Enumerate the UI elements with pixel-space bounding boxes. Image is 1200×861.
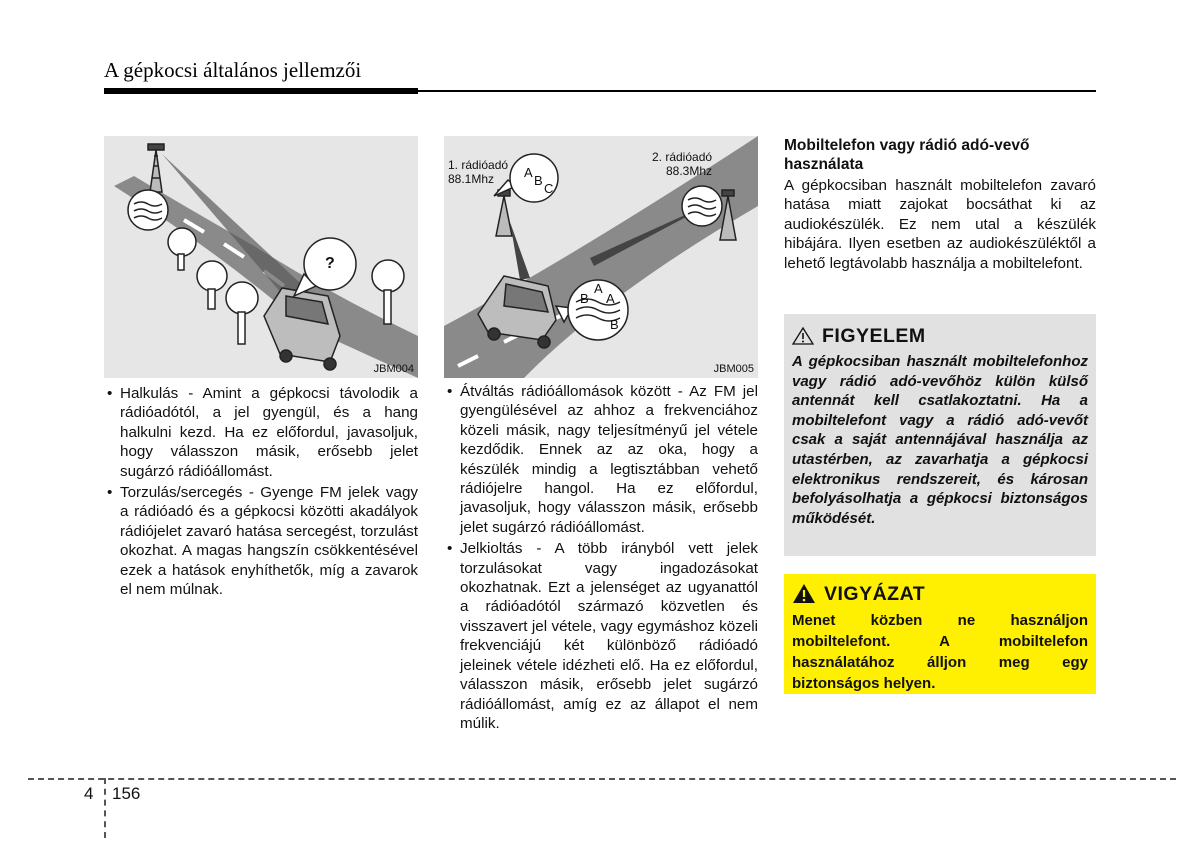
warning-filled-icon: [792, 583, 816, 605]
caution-title: VIGYÁZAT: [824, 582, 926, 605]
station-1-frequency: 88.1Mhz: [448, 172, 495, 186]
figure-signal-fading: [104, 136, 418, 378]
car-bubble-letter-4: B: [610, 317, 619, 332]
sound-wave-icon: [128, 190, 168, 230]
car-icon: [264, 288, 340, 370]
page-header-title: A gépkocsi általános jellemzői: [104, 58, 362, 82]
radio-tower-1-icon: [496, 190, 512, 236]
car-bubble-letter-3: A: [606, 291, 615, 306]
column-1-text: [104, 384, 418, 601]
notice-title: FIGYELEM: [822, 324, 926, 347]
signal-beam-1: [510, 222, 530, 280]
station-2-name: 2. rádióadó: [652, 150, 713, 164]
caution-box-vigyazat: [784, 574, 1096, 694]
car-bubble-letter-2: A: [594, 281, 603, 296]
notice-body: A gépkocsiban használt mobiltelefonhoz vagy rádió adó-vevőhöz külön külső antennát kell csatlakoztatni. Ha a mobiltelefont vagy a rádió adó-vevőt csak a saját antennájával használja az utastérben, az zavarhatja a gépkocsi elektronikus rendszereit, és károsan befolyásolhatja a gépkocsi biztonságos működését.: [792, 353, 1088, 527]
header-rule-thin: [418, 90, 1096, 92]
bullet-multipath: • Jelkioltás - A több irányból vett jelek torzulásokat vagy ingadozásokat okozhatnak. Ezt a jelenséget az ugyanattól a rádióadótól származó közvetlen és visszavert jel vétele, vagy egymáshoz közeli frekvenciájú két különböző rádióadó jeleinek vétele idézheti elő. Ha ez előfordul, válasszon másik, erősebb jelet sugárzó rádióállomást, amíg ez az állapot el nem múlik.: [444, 539, 758, 733]
section-body-mobile: A gépkocsiban használt mobiltelefon zavaró hatása miatt zajokat bocsáthat ki az audiokészülék. Ez nem utal a készülék hibájára. Ilyen esetben az audiokészüléktől a lehető legtávolabb használja a mobiltelefont.: [784, 177, 1096, 272]
radio-tower-icon: [148, 144, 164, 192]
bubble-letter-c: C: [544, 181, 554, 196]
page-number: 156: [112, 784, 141, 803]
station-1-name: 1. rádióadó: [448, 158, 509, 172]
bullet-station-switching: • Átváltás rádióállomások között - Az FM jel gyengülésével az ahhoz a frekvenciához közeli másik, nagy teljesítményű jel vétele kezdődik. Ennek az az oka, hogy a készülék mindig a legtisztábban vehető rádiójelre hangol. Ha ez előfordul, javasoljuk, hogy válasszon másik, erősebb jelet sugárzó rádióállomást.: [444, 382, 758, 537]
figure-station-switching: [444, 136, 758, 378]
figure-code: JBM005: [713, 363, 754, 375]
sound-wave-icon: [682, 186, 722, 226]
bullet-distortion: • Torzulás/sercegés - Gyenge FM jelek vagy a rádióadó és a gépkocsi közötti akadályok rádiójelet zavaró hatása sercegést, torzulást okozhat. A magas hangszín csökkentésével ezek a hatások enyhíthetők, míg a zavarok el nem múlnak.: [104, 483, 418, 599]
caution-body: Menet közben ne használjon mobiltelefont. A mobiltelefon használatához álljon meg egy biztonságos helyen.: [792, 612, 1088, 692]
bubble-letter-b: B: [534, 173, 543, 188]
section-title-mobile: Mobiltelefon vagy rádió adó-vevő használata: [784, 137, 1030, 173]
footer-vertical-dashed-rule: [104, 778, 106, 838]
notice-box-figyelem: [784, 314, 1096, 556]
column-3-text: [784, 136, 1096, 273]
car-bubble-letter-1: B: [580, 291, 589, 306]
warning-outline-icon: [792, 326, 814, 346]
chapter-number: 4: [84, 784, 94, 803]
column-2-text: [444, 382, 758, 735]
station-2-frequency: 88.3Mhz: [666, 164, 713, 178]
figure-code: JBM004: [373, 363, 414, 375]
header-rule-thick: [104, 88, 418, 94]
question-mark: ?: [325, 255, 335, 272]
bubble-letter-a: A: [524, 165, 533, 180]
footer-dashed-rule: [28, 778, 1176, 780]
signal-fading-illustration: [104, 136, 418, 378]
bullet-fading: • Halkulás - Amint a gépkocsi távolodik a rádióadótól, a jel gyengül, és a hang halkulni kezd. Ha ez előfordul, javasoljuk, hogy válasszon másik, erősebb jelet sugárzó rádióállomást.: [104, 384, 418, 481]
